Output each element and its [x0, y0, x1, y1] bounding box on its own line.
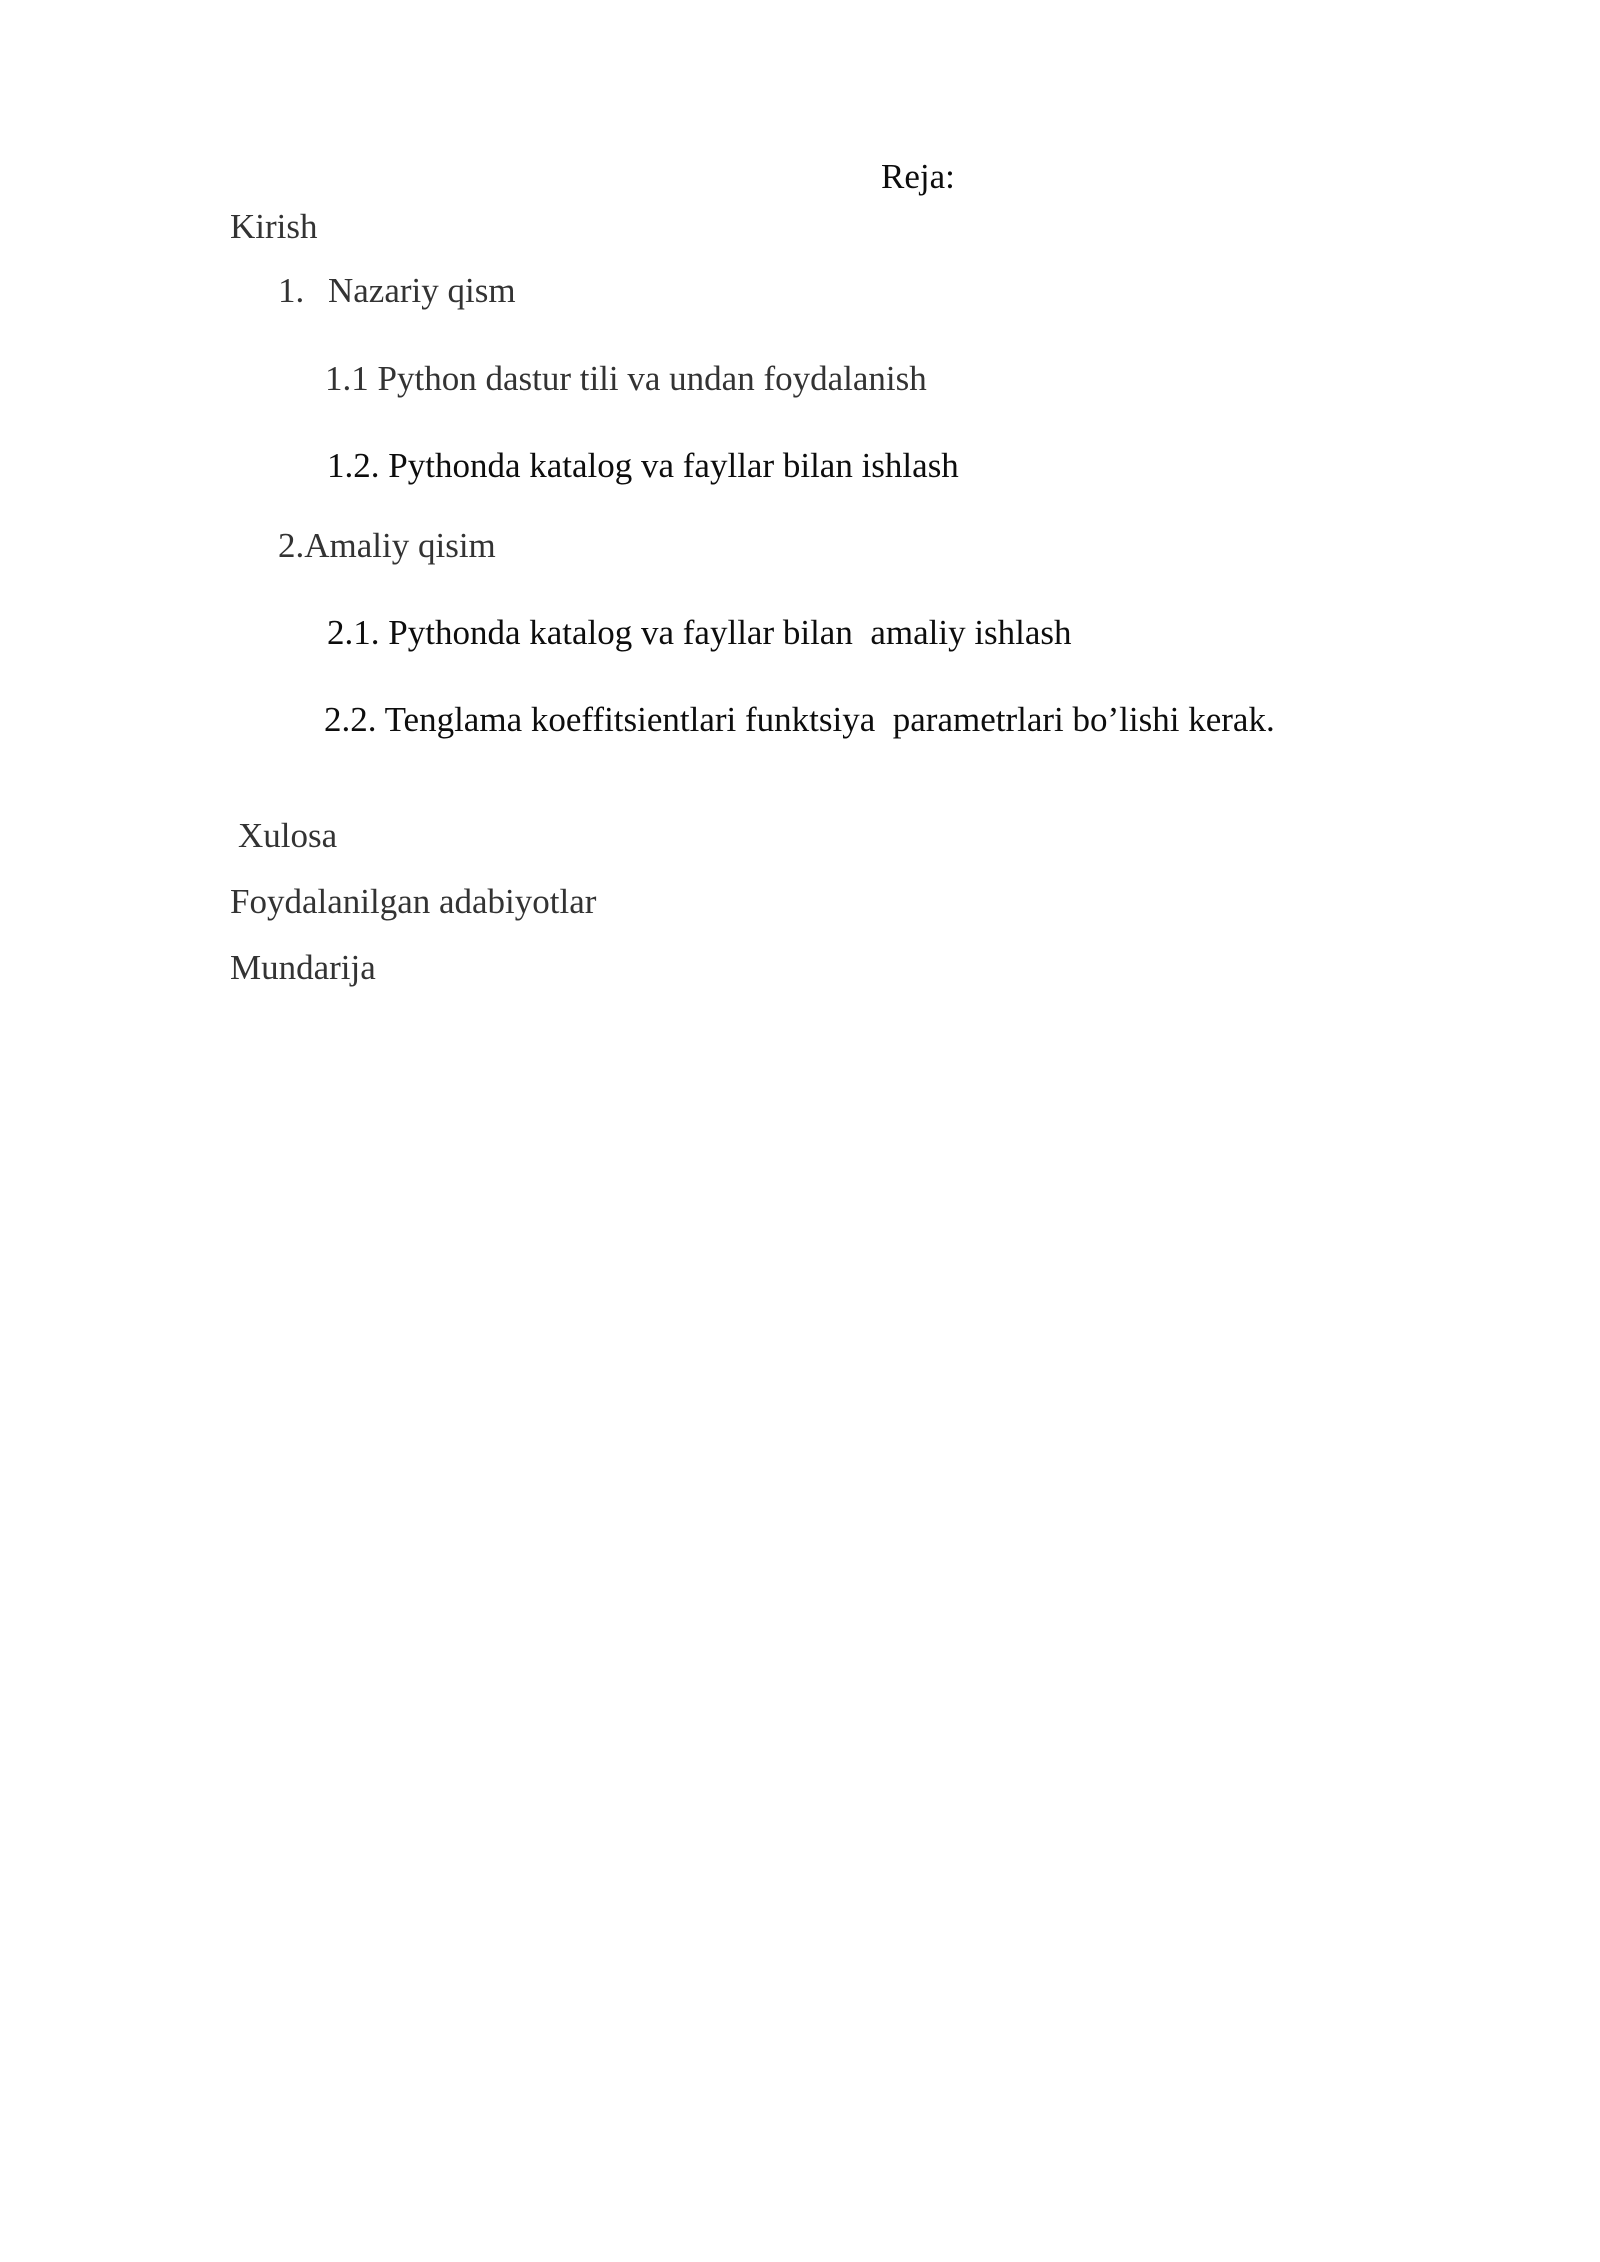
section-1-number: 1.	[278, 271, 305, 310]
section-1-label: Nazariy qism	[328, 271, 516, 310]
subsection-1-2: 1.2. Pythonda katalog va fayllar bilan ishlash	[327, 446, 959, 485]
section-2-heading: 2.Amaliy qisim	[278, 526, 496, 565]
contents-item: Mundarija	[230, 948, 376, 987]
conclusion-item: Xulosa	[238, 816, 338, 855]
subsection-2-1: 2.1. Pythonda katalog va fayllar bilan amaliy ishlash	[327, 613, 1072, 652]
subsection-2-2: 2.2. Tenglama koeffitsientlari funktsiya parametrlari bo’lishi kerak.	[324, 700, 1275, 739]
intro-item: Kirish	[230, 207, 318, 246]
subsection-1-1: 1.1 Python dastur tili va undan foydalanish	[325, 359, 927, 398]
page-title: Reja:	[881, 157, 955, 196]
references-item: Foydalanilgan adabiyotlar	[230, 882, 597, 921]
